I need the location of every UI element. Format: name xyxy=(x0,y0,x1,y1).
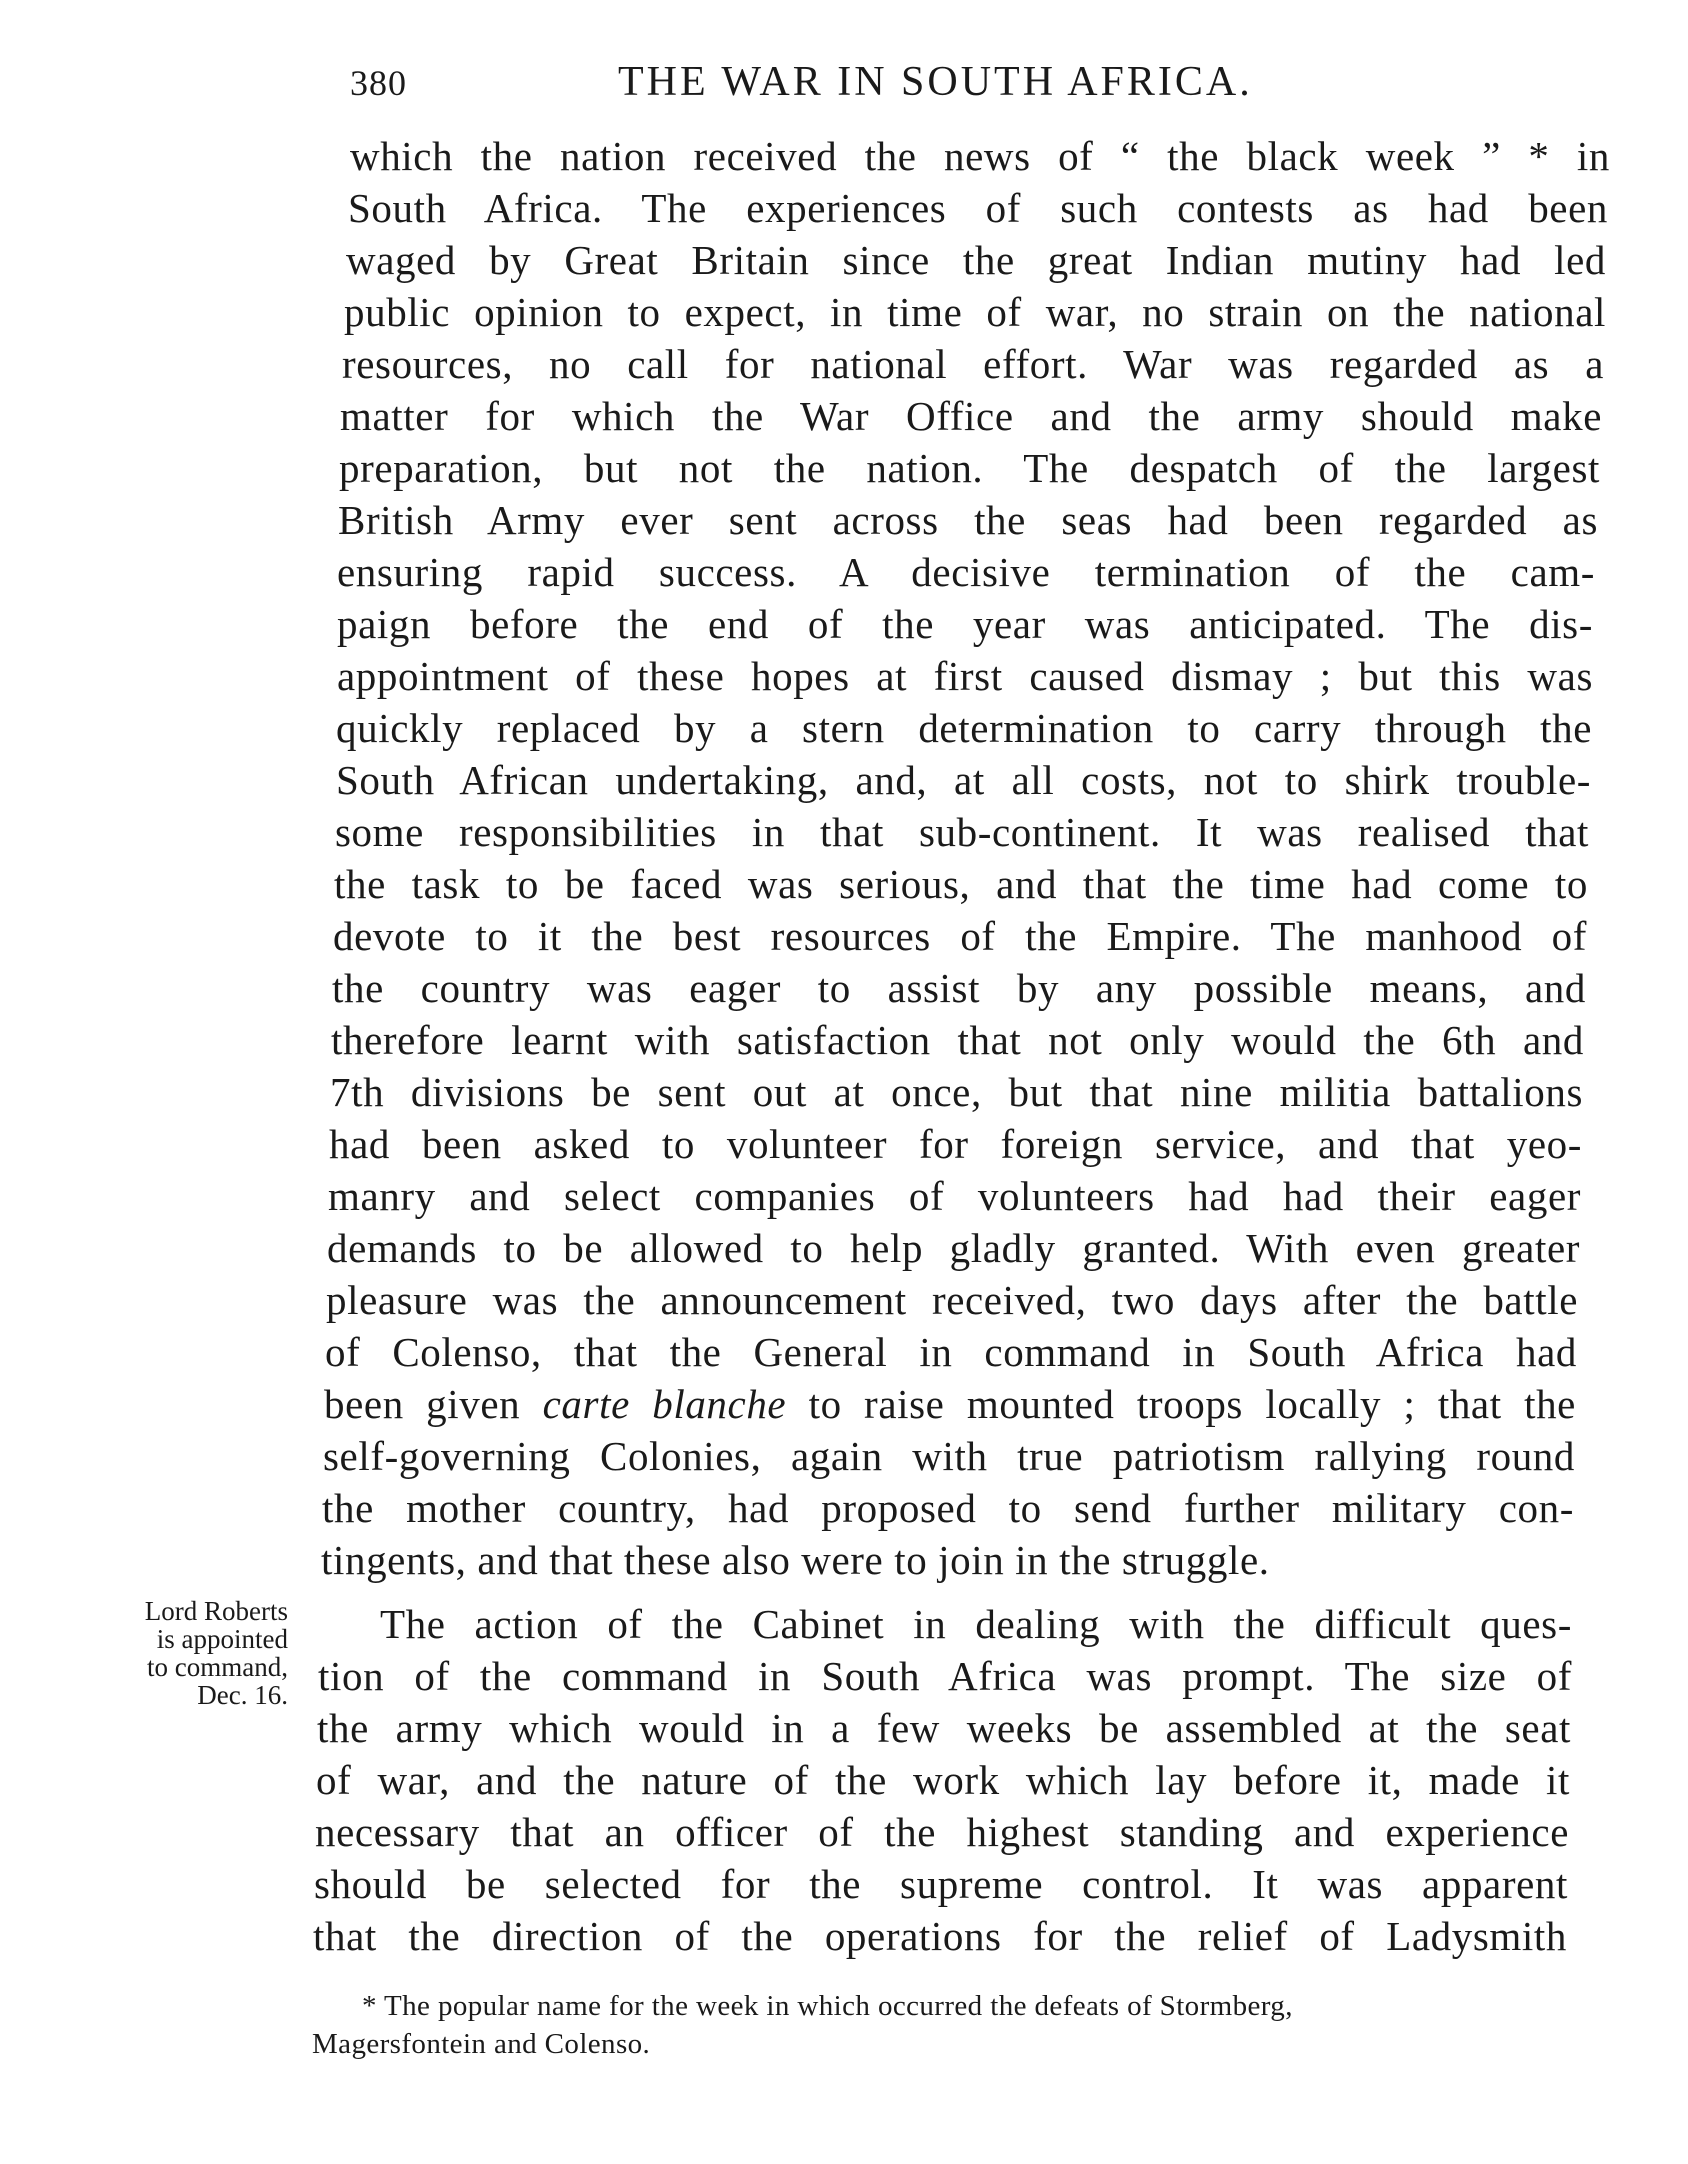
text-line: 7th divisions be sent out at once, but that nine militia battalions xyxy=(330,1069,1583,1115)
text-run: been given xyxy=(324,1381,543,1427)
running-head xyxy=(350,58,1360,118)
text-line: the army which would in a few weeks be assembled at the seat xyxy=(317,1705,1571,1751)
margin-note-line: is appointed xyxy=(156,1624,288,1654)
text-line: which the nation received the news of “ the black week ” * in xyxy=(350,133,1610,179)
text-line: the mother country, had proposed to send further military con- xyxy=(322,1485,1574,1531)
text-line: paign before the end of the year was anticipated. The dis- xyxy=(337,601,1593,647)
running-title: THE WAR IN SOUTH AFRICA. xyxy=(618,59,1253,105)
text-line: waged by Great Britain since the great Indian mutiny had led xyxy=(346,237,1606,283)
text-line: necessary that an officer of the highest standing and experience xyxy=(315,1809,1569,1855)
text-line: self-governing Colonies, again with true patriotism rallying round xyxy=(323,1433,1575,1479)
text-line: tion of the command in South Africa was prompt. The size of xyxy=(318,1653,1572,1699)
text-line: of war, and the nature of the work which lay before it, made it xyxy=(316,1757,1570,1803)
text-line: appointment of these hopes at first caused dismay ; but this was xyxy=(337,653,1593,699)
margin-note-line: to command, xyxy=(147,1652,288,1682)
text-line: quickly replaced by a stern determination to carry through the xyxy=(336,705,1592,751)
text-line: had been asked to volunteer for foreign service, and that yeo- xyxy=(329,1121,1582,1167)
text-line: British Army ever sent across the seas had been regarded as xyxy=(338,497,1598,543)
margin-note xyxy=(88,1597,288,1709)
italic-phrase: carte blanche xyxy=(542,1381,787,1427)
text-line: devote to it the best resources of the Empire. The manhood of xyxy=(333,913,1587,959)
text-line: matter for which the War Office and the army should make xyxy=(340,393,1602,439)
text-line: manry and select companies of volunteers had had their eager xyxy=(328,1173,1581,1219)
text-line: South Africa. The experiences of such contests as had been xyxy=(348,185,1608,231)
footnote-line: * The popular name for the week in which occurred the defeats of Stormberg, xyxy=(362,1990,1293,2022)
text-line: the task to be faced was serious, and that the time had come to xyxy=(334,861,1588,907)
text-line: public opinion to expect, in time of war, no strain on the national xyxy=(344,289,1606,335)
text-line: demands to be allowed to help gladly granted. With even greater xyxy=(327,1225,1580,1271)
margin-note-line: Dec. 16. xyxy=(197,1680,288,1710)
text-line-italic-phrase xyxy=(324,1380,1576,1428)
footnote-line: Magersfontein and Colenso. xyxy=(312,2028,651,2060)
text-line: ensuring rapid success. A decisive termination of the cam- xyxy=(337,549,1595,595)
text-line: the country was eager to assist by any possible means, and xyxy=(332,965,1586,1011)
text-line: that the direction of the operations for the relief of Ladysmith xyxy=(313,1913,1567,1959)
text-line: pleasure was the announcement received, two days after the battle xyxy=(326,1277,1578,1323)
page-number: 380 xyxy=(350,63,407,103)
text-line: should be selected for the supreme control. It was apparent xyxy=(314,1861,1568,1907)
text-line: The action of the Cabinet in dealing with the difficult ques- xyxy=(380,1601,1572,1647)
text-line: of Colenso, that the General in command in South Africa had xyxy=(325,1329,1577,1375)
text-line: therefore learnt with satisfaction that not only would the 6th and xyxy=(331,1017,1584,1063)
text-line: tingents, and that these also were to join in the struggle. xyxy=(321,1537,1270,1583)
margin-note-line: Lord Roberts xyxy=(144,1596,288,1626)
text-line: some responsibilities in that sub-continent. It was realised that xyxy=(335,809,1589,855)
text-run: to raise mounted troops locally ; that the xyxy=(786,1381,1576,1427)
text-line: South African undertaking, and, at all costs, not to shirk trouble- xyxy=(336,757,1591,803)
text-line: resources, no call for national effort. War was regarded as a xyxy=(342,341,1604,387)
text-line: preparation, but not the nation. The despatch of the largest xyxy=(339,445,1600,491)
